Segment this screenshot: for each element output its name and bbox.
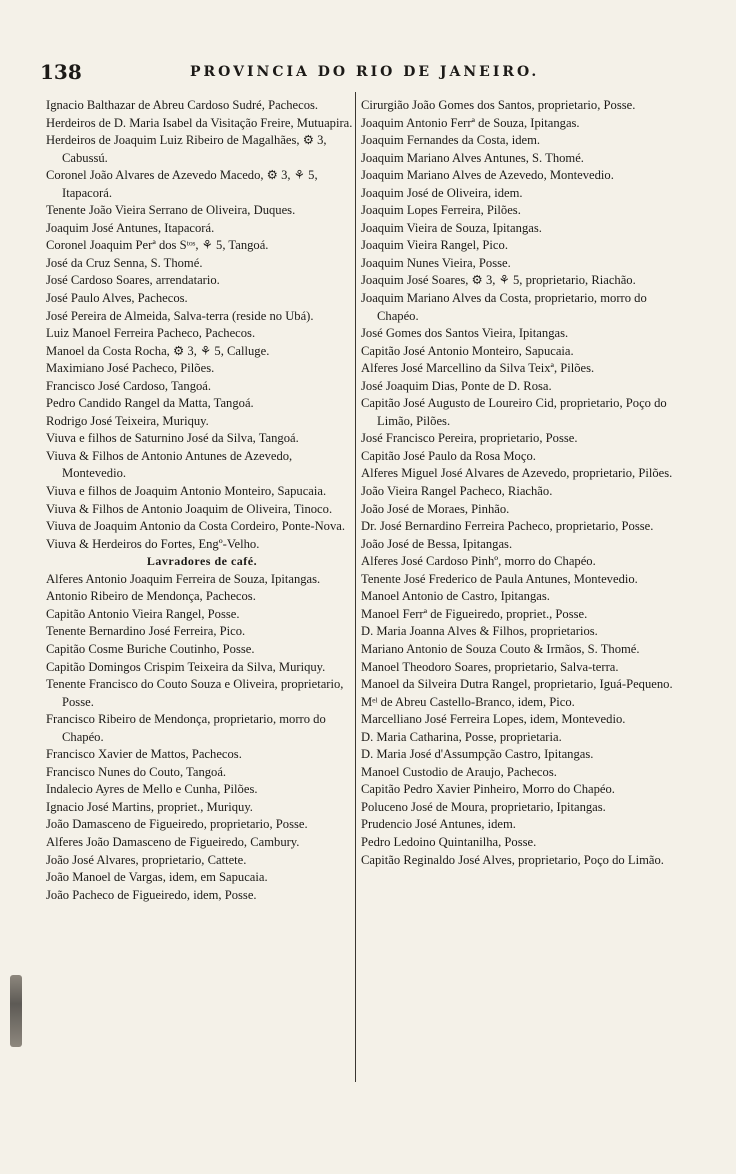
directory-entry: Joaquim José de Oliveira, idem. (361, 185, 523, 200)
directory-entry: Antonio Ribeiro de Mendonça, Pachecos. (46, 589, 256, 604)
directory-entry: Dr. José Bernardino Ferreira Pacheco, proprietario, Posse. (361, 519, 654, 534)
directory-entry: Francisco Xavier de Mattos, Pachecos. (46, 747, 242, 762)
directory-entry: Capitão José Augusto de Loureiro Cid, proprietario, Poço do Limão, Pilões. (361, 396, 667, 428)
directory-entry: Poluceno José de Moura, proprietario, Ipitangas. (361, 799, 606, 814)
directory-entry: João Damasceno de Figueiredo, proprietario, Posse. (46, 817, 308, 832)
directory-entry: Joaquim Mariano Alves da Costa, proprietario, morro do Chapéo. (361, 291, 647, 323)
directory-entry: Joaquim José Soares, ⚙ 3, ⚘ 5, proprietario, Riachão. (361, 273, 636, 288)
directory-entry: Marcelliano José Ferreira Lopes, idem, Montevedio. (361, 712, 626, 727)
page-title: PROVINCIA DO RIO DE JANEIRO. (190, 64, 540, 80)
directory-entry: Francisco José Cardoso, Tangoá. (46, 378, 212, 393)
directory-entry: Coronel Joaquim Perª dos Sᵗᵒˢ, ⚘ 5, Tangoá. (46, 238, 269, 253)
directory-entry: Indalecio Ayres de Mello e Cunha, Pilões. (46, 782, 258, 797)
directory-entry: José Joaquim Dias, Ponte de D. Rosa. (361, 378, 552, 393)
directory-entry: João José de Moraes, Pinhão. (361, 501, 510, 516)
directory-entry: Manoel Theodoro Soares, proprietario, Salva-terra. (361, 659, 619, 674)
directory-entry: José Pereira de Almeida, Salva-terra (reside no Ubá). (46, 308, 314, 323)
directory-entry: Joaquim Vieira Rangel, Pico. (361, 238, 508, 253)
directory-entry: Pedro Candido Rangel da Matta, Tangoá. (46, 396, 254, 411)
directory-entry: Ignacio José Martins, propriet., Muriquy. (46, 799, 253, 814)
directory-entry: Capitão Antonio Vieira Rangel, Posse. (46, 606, 240, 621)
directory-entry: Tenente José Frederico de Paula Antunes, Montevedio. (361, 571, 638, 586)
directory-entry: Joaquim José Antunes, Itapacorá. (46, 220, 215, 235)
directory-entry: Manoel Ferrª de Figueiredo, propriet., Posse. (361, 606, 588, 621)
directory-entry: Coronel João Alvares de Azevedo Macedo, ⚙ 3, ⚘ 5, Itapacorá. (46, 168, 318, 200)
directory-entry: Mᵉˡ de Abreu Castello-Branco, idem, Pico. (361, 694, 575, 709)
column-divider (355, 92, 356, 1082)
directory-entry: Capitão Reginaldo José Alves, proprietario, Poço do Limão. (361, 852, 664, 867)
directory-entry: Viuva & Filhos de Antonio Antunes de Azevedo, Montevedio. (46, 448, 293, 481)
directory-entry: José Cardoso Soares, arrendatario. (46, 273, 220, 288)
section-heading: Lavradores de café. (146, 554, 258, 569)
directory-entry: D. Maria José d'Assumpção Castro, Ipitangas. (361, 747, 594, 762)
directory-entry: José Francisco Pereira, proprietario, Posse. (361, 431, 578, 446)
directory-entry: Herdeiros de Joaquim Luiz Ribeiro de Magalhães, ⚙ 3, Cabussú. (46, 133, 327, 165)
directory-entry: José da Cruz Senna, S. Thomé. (46, 255, 203, 270)
left-column (46, 97, 358, 1097)
directory-entry: Cirurgião João Gomes dos Santos, proprietario, Posse. (361, 98, 636, 112)
directory-entry: João Vieira Rangel Pacheco, Riachão. (361, 484, 553, 499)
directory-entry: Herdeiros de D. Maria Isabel da Visitação Freire, Mutuapira. (46, 115, 353, 130)
page-edge-mark (10, 975, 22, 1047)
directory-entry: Joaquim Mariano Alves Antunes, S. Thomé. (361, 150, 584, 165)
directory-entry: Alferes José Cardoso Pinhº, morro do Chapéo. (361, 554, 596, 569)
directory-entry: Capitão Domingos Crispim Teixeira da Silva, Muriquy. (46, 659, 326, 674)
directory-entry: D. Maria Joanna Alves & Filhos, proprietarios. (361, 624, 598, 639)
directory-entry: Viuva & Herdeiros do Fortes, Engº-Velho. (46, 536, 260, 551)
directory-entry: Viuva & Filhos de Antonio Joaquim de Oliveira, Tinoco. (46, 501, 333, 516)
directory-entry: Viuva e filhos de Saturnino José da Silva, Tangoá. (46, 431, 299, 446)
page-header (40, 60, 700, 90)
directory-entry: Mariano Antonio de Souza Couto & Irmãos, S. Thomé. (361, 641, 640, 656)
directory-entry: Viuva e filhos de Joaquim Antonio Monteiro, Sapucaia. (46, 484, 327, 499)
directory-entry: João José de Bessa, Ipitangas. (361, 536, 513, 551)
directory-entry: Francisco Nunes do Couto, Tangoá. (46, 764, 227, 779)
directory-entry: Manoel da Costa Rocha, ⚙ 3, ⚘ 5, Calluge. (46, 343, 270, 358)
directory-entry: Alferes Miguel José Alvares de Azevedo, proprietario, Pilões. (361, 466, 673, 481)
directory-entry: Prudencio José Antunes, idem. (361, 817, 516, 832)
directory-entry: Tenente Francisco do Couto Souza e Oliveira, proprietario, Posse. (46, 677, 344, 709)
directory-entry: Joaquim Fernandes da Costa, idem. (361, 133, 541, 148)
directory-entry: Rodrigo José Teixeira, Muriquy. (46, 413, 209, 428)
directory-entry: João José Alvares, proprietario, Cattete. (46, 852, 247, 867)
directory-entry: João Manoel de Vargas, idem, em Sapucaia. (46, 870, 268, 885)
page-number: 138 (40, 60, 82, 84)
directory-entry: Pedro Ledoino Quintanilha, Posse. (361, 834, 537, 849)
directory-entry: Viuva de Joaquim Antonio da Costa Cordeiro, Ponte-Nova. (46, 519, 346, 534)
directory-entry: Manoel Antonio de Castro, Ipitangas. (361, 589, 550, 604)
directory-entry: Alferes José Marcellino da Silva Teixª, Pilões. (361, 361, 595, 376)
directory-entry: Tenente Bernardino José Ferreira, Pico. (46, 624, 246, 639)
right-column (361, 97, 681, 1097)
directory-entry: Maximiano José Pacheco, Pilões. (46, 361, 215, 376)
directory-entry: Tenente João Vieira Serrano de Oliveira, Duques. (46, 203, 296, 218)
directory-entry: José Paulo Alves, Pachecos. (46, 291, 188, 306)
directory-entry: Joaquim Vieira de Souza, Ipitangas. (361, 220, 542, 235)
directory-entry: Francisco Ribeiro de Mendonça, proprietario, morro do Chapéo. (46, 712, 326, 744)
directory-entry: Capitão José Antonio Monteiro, Sapucaia. (361, 343, 574, 358)
directory-entry: Luiz Manoel Ferreira Pacheco, Pachecos. (46, 326, 256, 341)
directory-entry: Joaquim Antonio Ferrª de Souza, Ipitangas. (361, 115, 580, 130)
directory-entry: Joaquim Lopes Ferreira, Pilões. (361, 203, 521, 218)
directory-entry: José Gomes dos Santos Vieira, Ipitangas. (361, 326, 569, 341)
directory-entry: Capitão José Paulo da Rosa Moço. (361, 448, 536, 463)
directory-entry: Manoel da Silveira Dutra Rangel, proprietario, Iguá-Pequeno. (361, 677, 673, 692)
directory-entry: Manoel Custodio de Araujo, Pachecos. (361, 764, 557, 779)
directory-entry: Alferes Antonio Joaquim Ferreira de Souza, Ipitangas. (46, 571, 321, 586)
directory-entry: João Pacheco de Figueiredo, idem, Posse. (46, 887, 257, 902)
directory-entry: Capitão Pedro Xavier Pinheiro, Morro do Chapéo. (361, 782, 615, 797)
directory-entry: Joaquim Mariano Alves de Azevedo, Montevedio. (361, 168, 614, 183)
directory-entry: Alferes João Damasceno de Figueiredo, Cambury. (46, 834, 300, 849)
directory-entry: Joaquim Nunes Vieira, Posse. (361, 255, 511, 270)
directory-entry: Capitão Cosme Buriche Coutinho, Posse. (46, 641, 255, 656)
directory-entry: Ignacio Balthazar de Abreu Cardoso Sudré, Pachecos. (46, 98, 319, 112)
directory-entry: D. Maria Catharina, Posse, proprietaria. (361, 729, 562, 744)
